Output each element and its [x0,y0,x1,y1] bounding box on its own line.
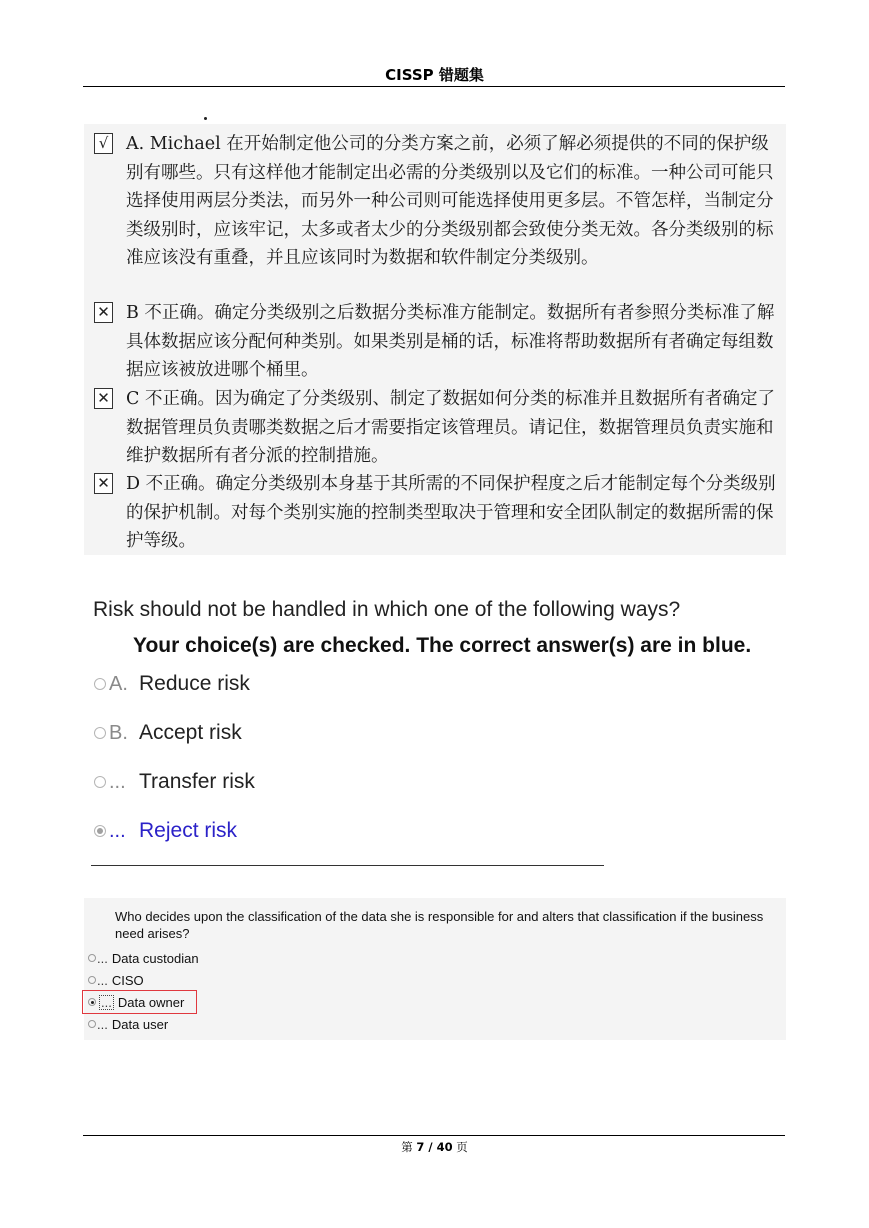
radio-button-icon[interactable] [94,678,106,690]
data-question-text: Who decides upon the classification of the data she is responsible for and alters that classification if the business need arises? [115,909,764,941]
risk-answer-b[interactable] [94,718,242,748]
answer-letter: ... [109,770,126,793]
data-question-block [84,898,786,1040]
stray-dot [204,117,207,120]
check-mark-icon: √ [94,133,113,154]
answer-letter: ... [109,819,126,842]
data-answer-d[interactable] [88,1014,168,1034]
cross-mark-icon: ✕ [94,473,113,494]
cross-mark-icon: ✕ [94,388,113,409]
answer-text: Reject risk [139,819,238,842]
radio-button-icon[interactable] [88,1020,96,1028]
answer-text: Transfer risk [139,770,255,793]
risk-answer-a[interactable] [94,669,250,699]
answer-letter: B. [109,721,128,744]
page-header-title: CISSP 错题集 [385,66,484,84]
explanation-text: A. Michael 在开始制定他公司的分类方案之前，必须了解必须提供的不同的保护级别有哪些。只有这样他才能制定出必需的分类级别以及它们的标准。一种公司可能只选择使用两层分类法，而另外一种公司则可能选择使用更多层。不管怎样，当制定分类级别时，应该牢记，太多或者太少的分类级别都会致使分类无效。各分类级别的标准应该没有重叠，并且应该同时为数据和软件制定分类级别。 [126,134,774,268]
answer-prefix: ... [101,994,112,1010]
explanation-block [84,124,786,555]
header-rule [83,86,785,87]
risk-question-text: Risk should not be handled in which one of the following ways? [93,598,681,621]
answer-prefix: ... [97,950,108,966]
radio-button-selected-icon[interactable] [94,825,106,837]
highlight-box [82,990,197,1014]
data-answer-b[interactable] [88,970,144,990]
answer-letter: A. [109,672,128,695]
radio-button-icon[interactable] [94,776,106,788]
footer-prefix: 第 [401,1140,413,1154]
answer-text: Data owner [117,994,185,1010]
page-number: 7 / 40 [416,1140,453,1154]
footer-rule [83,1135,785,1136]
answer-text: CISO [111,972,144,988]
explanation-text: B 不正确。确定分类级别之后数据分类标准方能制定。数据所有者参照分类标准了解具体数据应该分配何种类别。如果类别是桶的话，标准将帮助数据所有者确定每组数据应该被放进哪个桶里。 [126,303,775,380]
section-divider [91,865,604,866]
radio-button-icon[interactable] [88,976,96,984]
explanation-text: D 不正确。确定分类级别本身基于其所需的不同保护程度之后才能制定每个分类级别的保护机制。对每个类别实施的控制类型取决于管理和安全团队制定的数据所需的保护等级。 [126,474,776,551]
answer-prefix: ... [97,1016,108,1032]
answer-prefix: ... [97,972,108,988]
risk-answer-c[interactable] [94,767,255,797]
explanation-text: C 不正确。因为确定了分类级别、制定了数据如何分类的标准并且数据所有者确定了数据管理员负责哪类数据之后才需要指定该管理员。请记住，数据管理员负责实施和维护数据所有者分派的控制措施。 [126,389,775,466]
footer-suffix: 页 [456,1140,468,1154]
answer-text: Data custodian [111,950,199,966]
answer-text: Data user [111,1016,169,1032]
answer-text: Accept risk [139,721,242,744]
radio-button-icon[interactable] [94,727,106,739]
cross-mark-icon: ✕ [94,302,113,323]
risk-answer-d[interactable] [94,816,237,846]
data-answer-a[interactable] [88,948,199,968]
answer-text: Reduce risk [139,672,250,695]
page-footer [0,1139,869,1155]
radio-button-icon[interactable] [88,954,96,962]
answer-note: Your choice(s) are checked. The correct answer(s) are in blue. [133,634,752,657]
